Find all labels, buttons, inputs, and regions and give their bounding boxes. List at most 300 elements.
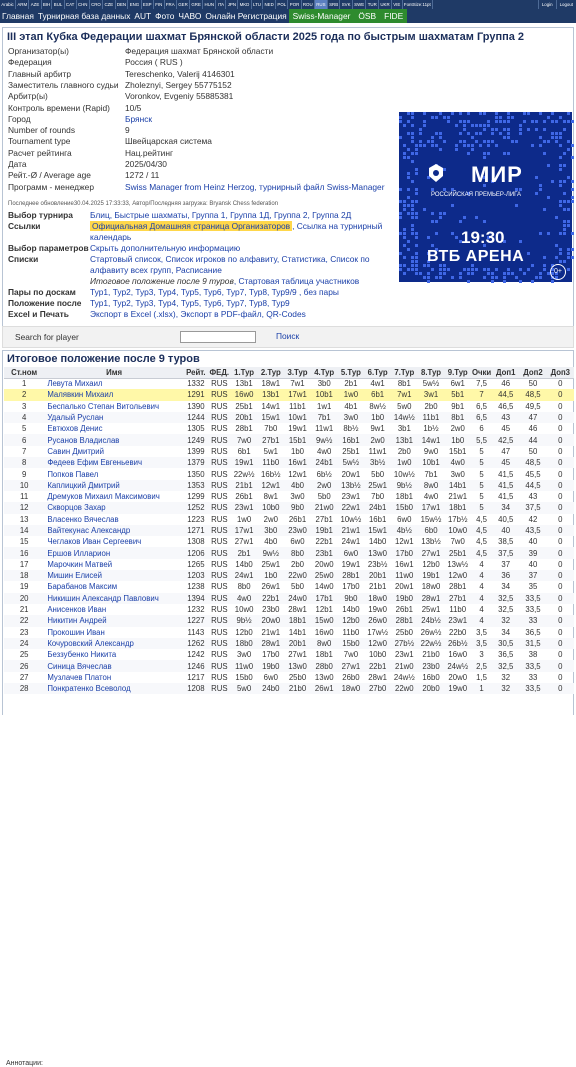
player-name-link[interactable]: Ершов Илларион	[44, 547, 184, 558]
table-cell: 27b1	[315, 514, 333, 524]
table-cell: 9w1	[370, 424, 385, 434]
player-name-link[interactable]: Никишин Александр Павлович	[44, 593, 184, 604]
table-cell: 26	[4, 660, 44, 671]
player-name-link[interactable]: Малявкин Михаил	[44, 389, 184, 400]
logout-link[interactable]: Logout	[556, 0, 576, 9]
table-cell: 20w0	[448, 672, 468, 682]
table-row	[4, 536, 574, 547]
language-link[interactable]: ITA	[216, 0, 226, 9]
hide-info-link[interactable]: Скрыть дополнительную информацию	[90, 243, 241, 253]
language-link[interactable]: GRE	[190, 0, 203, 9]
language-link[interactable]: Arabic	[0, 0, 16, 9]
table-cell: 21b1	[368, 582, 387, 592]
table-cell: 7w0	[343, 650, 359, 660]
table-cell: 26b½	[444, 638, 471, 649]
table-cell: 7	[471, 389, 492, 400]
params-label: Выбор параметров	[8, 243, 89, 253]
table-cell: 0	[547, 434, 574, 445]
table-cell: 30,5	[492, 638, 519, 649]
player-name-link[interactable]: Беспалько Степан Витольевич	[47, 401, 160, 411]
language-link[interactable]: MKD	[238, 0, 251, 9]
table-cell: 1379	[184, 457, 208, 468]
table-cell: 11b0	[342, 627, 360, 637]
table-cell: 8b1	[444, 412, 471, 423]
tournament-info-panel	[2, 27, 574, 338]
table-cell: 12b0	[338, 615, 365, 626]
table-cell: 11b0	[257, 457, 284, 468]
nav-osb[interactable]: ÖSB	[354, 9, 380, 23]
table-cell: 7b1	[311, 412, 338, 423]
table-cell: 0	[558, 605, 563, 615]
nav-item[interactable]: AUT	[134, 11, 152, 21]
language-link[interactable]: BUL	[52, 0, 64, 9]
table-cell: 1	[471, 683, 492, 694]
language-link[interactable]: POL	[276, 0, 288, 9]
table-cell: 26b1	[395, 605, 413, 615]
table-cell: 3b0	[257, 525, 284, 536]
table-cell: 25b1	[444, 547, 471, 558]
language-link[interactable]: CZE	[103, 0, 115, 9]
table-cell: 1390	[187, 401, 205, 411]
player-name-link[interactable]: Беззубенко Никита	[47, 650, 117, 660]
table-cell: 8w0	[418, 480, 445, 491]
table-cell: 10w½	[340, 514, 362, 524]
table-cell: 14w1	[418, 434, 445, 445]
table-cell: 2b1	[231, 547, 258, 558]
table-cell: 8b1	[397, 379, 411, 389]
table-cell: 5b1	[444, 389, 471, 400]
table-cell: 13w0	[314, 672, 334, 682]
player-name-link[interactable]: Русанов Владислав	[44, 434, 184, 445]
table-cell: 15b1	[449, 446, 467, 456]
language-link[interactable]: LTU	[252, 0, 264, 9]
table-row	[4, 593, 574, 604]
table-cell: 11b1	[418, 412, 445, 423]
column-header: 8.Тур	[418, 367, 445, 378]
table-cell: RUS	[208, 570, 231, 581]
table-cell: 21w0	[391, 660, 418, 671]
search-button[interactable]: Поиск	[276, 331, 300, 341]
table-cell: 6,5	[471, 412, 492, 423]
table-cell: 1b0	[257, 570, 284, 581]
language-link[interactable]: DEN	[116, 0, 129, 9]
ad-league: РОССИЙСКАЯ ПРЕМЬЕР-ЛИГА	[431, 192, 522, 198]
column-header: ФЕД.	[209, 367, 230, 377]
table-cell: 18b1	[395, 492, 413, 502]
player-name-link[interactable]: Дремуков Михаил Максимович	[47, 492, 160, 502]
table-cell: 2b0	[397, 446, 411, 456]
nav-item[interactable]: ЧАВО	[178, 11, 202, 21]
player-name-link[interactable]: Скворцов Захар	[44, 502, 184, 513]
table-cell: 50	[528, 446, 538, 456]
table-cell: 25w1	[421, 605, 441, 615]
table-cell: 7b1	[424, 469, 438, 479]
table-cell: 46	[528, 424, 538, 434]
table-cell: 4w0	[423, 492, 439, 502]
player-name-link[interactable]: Понкратенко Всеволод	[44, 683, 184, 694]
table-cell: 5	[479, 469, 484, 479]
table-cell: 31,5	[519, 638, 546, 649]
nav-item[interactable]: Турнирная база данных	[37, 11, 131, 21]
table-cell: 1w0	[391, 457, 418, 468]
table-cell: 24w1	[341, 537, 361, 547]
table-cell: 12b1	[315, 605, 333, 615]
language-link[interactable]: FIN	[154, 0, 165, 9]
advertisement-banner[interactable]	[399, 112, 572, 282]
column-header: Имя	[44, 367, 184, 378]
info-value: Нац.рейтинг	[125, 147, 174, 158]
pairings-links[interactable]: Тур1, Тур2, Тур3, Тур4, Тур5, Тур6, Тур7, Тур8, Тур9/9 , без пары	[90, 287, 339, 297]
table-cell: 44	[519, 434, 546, 445]
player-search-bar	[2, 326, 574, 348]
table-cell: 26b1	[235, 492, 253, 502]
language-link[interactable]: RUS	[315, 0, 328, 9]
table-cell: 8w0	[311, 638, 338, 649]
table-row	[4, 660, 574, 671]
starting-table-link[interactable]: , Стартовая таблица участников	[233, 276, 360, 286]
player-name-link[interactable]: Удалый Руслан	[44, 412, 184, 423]
table-cell: 6b½	[316, 469, 332, 479]
table-cell: 36	[492, 570, 519, 581]
table-cell: 16w0	[231, 389, 258, 400]
table-cell: 10b0	[368, 650, 387, 660]
table-cell: 20b1	[231, 412, 258, 423]
table-cell: 12w1	[257, 480, 284, 491]
info-label: Федерация	[8, 57, 52, 68]
table-cell: 1,5	[476, 672, 488, 682]
table-cell: 25w0	[311, 570, 338, 581]
table-cell: 24w½	[393, 672, 415, 682]
language-link[interactable]: BIH	[42, 0, 53, 9]
language-link[interactable]: ESP	[142, 0, 154, 9]
table-cell: 16w1	[395, 559, 414, 569]
main-nav	[0, 9, 576, 23]
table-cell: 0	[558, 401, 563, 411]
info-value[interactable]: Swiss Manager from Heinz Herzog, турнирный файл Swiss-Manager	[125, 181, 385, 192]
column-header: Доп2	[519, 367, 546, 378]
table-cell: 36,5	[498, 650, 514, 660]
table-cell: 12b0	[422, 559, 440, 569]
table-cell: 33,5	[525, 605, 541, 615]
table-cell: RUS	[211, 379, 228, 389]
select-tournament-links[interactable]: Блиц, Быстрые шахматы, Группа 1, Группа 1Д, Группа 2, Группа 2Д	[90, 210, 352, 220]
table-cell: RUS	[211, 446, 228, 456]
table-row	[4, 401, 574, 412]
table-cell: RUS	[211, 605, 228, 615]
language-link[interactable]: ROU	[302, 0, 315, 9]
table-row	[4, 423, 574, 434]
table-cell: 9w½	[257, 547, 284, 558]
table-cell: 43	[492, 412, 519, 423]
table-cell: 10b1	[418, 457, 445, 468]
table-cell: 41,5	[498, 492, 514, 502]
table-row	[4, 627, 574, 638]
table-cell: 39	[519, 547, 546, 558]
player-name-link[interactable]: Кочуровский Александр	[44, 638, 184, 649]
language-link[interactable]: TUR	[366, 0, 379, 9]
player-name-link[interactable]: Власенко Вячеслав	[47, 514, 119, 524]
table-cell: RUS	[211, 559, 228, 569]
table-cell: 15w½	[420, 514, 442, 524]
table-cell: RUS	[208, 547, 231, 558]
table-cell: 40	[528, 537, 538, 547]
table-cell: RUS	[208, 615, 231, 626]
table-cell: 41,5	[498, 469, 514, 479]
info-value[interactable]: Брянск	[125, 113, 153, 124]
info-label: Расчет рейтинга	[8, 147, 72, 158]
league-logo-icon	[429, 164, 443, 182]
table-cell: 16	[4, 547, 44, 558]
annotations-label: Аннотации:	[6, 1060, 43, 1067]
table-cell: 23	[19, 627, 29, 637]
player-name-link[interactable]: Чеглаков Иван Сергеевич	[47, 537, 142, 547]
table-cell: RUS	[211, 492, 228, 502]
table-cell: 1227	[184, 615, 208, 626]
table-cell: 25	[19, 650, 29, 660]
language-link[interactable]: VIE	[392, 0, 403, 9]
table-cell: 5	[471, 480, 492, 491]
table-cell: 22b1	[364, 660, 391, 671]
table-cell: 20w0	[257, 615, 284, 626]
language-link[interactable]: HUN	[203, 0, 216, 9]
table-cell: 27b0	[364, 683, 391, 694]
table-cell: 41,5	[492, 480, 519, 491]
table-cell: 35	[528, 582, 538, 592]
player-name-link[interactable]: Каплицкий Дмитрий	[44, 480, 184, 491]
table-cell: 4,5	[476, 514, 488, 524]
ad-brand: МИР	[471, 162, 523, 187]
player-name-link[interactable]: Музлачев Платон	[47, 672, 112, 682]
standings-links[interactable]: Тур1, Тур2, Тур3, Тур4, Тур5, Тур6, Тур7, Тур8, Тур9	[90, 298, 290, 308]
organizer-homepage-link[interactable]: Официальная Домашняя страница Организаторов	[92, 221, 291, 231]
table-row	[4, 434, 574, 445]
table-cell: 8w½	[369, 401, 386, 411]
player-name-link[interactable]: Никитин Андрей	[44, 615, 184, 626]
player-name-link[interactable]: Савин Дмитрий	[47, 446, 104, 456]
language-link[interactable]: CAT	[65, 0, 77, 9]
tournament-title: III этап Кубка Федерации шахмат Брянской области 2025 года по быстрым шахматам Группа 2	[7, 31, 525, 43]
language-link[interactable]: ENG	[128, 0, 141, 9]
table-cell: 17w1	[418, 502, 445, 513]
column-header: 3.Тур	[284, 367, 311, 378]
table-cell: 1394	[184, 593, 208, 604]
column-header: Ст.ном	[4, 367, 44, 378]
info-label: Город	[8, 113, 31, 124]
table-cell: 19w1	[231, 457, 258, 468]
table-cell: 33	[528, 672, 538, 682]
language-link[interactable]: JPN	[226, 0, 238, 9]
table-cell: 23b1	[311, 547, 338, 558]
table-cell: 4	[479, 559, 484, 569]
table-cell: 3	[21, 401, 27, 411]
table-cell: 27w1	[234, 537, 254, 547]
table-cell: 14w½	[391, 412, 418, 423]
table-cell: 28b1	[235, 424, 253, 434]
table-cell: 40	[528, 559, 538, 569]
column-header: 2.Тур	[257, 367, 284, 378]
calendar-link[interactable]: , Ссылка на турнирный календарь	[90, 221, 383, 242]
table-cell: 48,5	[519, 457, 546, 468]
table-cell: 1	[21, 379, 27, 389]
table-cell: 19w0	[368, 605, 387, 615]
table-cell: 15b0	[235, 672, 253, 682]
table-cell: 3b½	[364, 457, 391, 468]
player-name-link[interactable]: Вайтекунас Александр	[44, 525, 184, 536]
table-cell: RUS	[211, 672, 228, 682]
table-cell: 46,5	[498, 401, 514, 411]
lists-label: Списки	[8, 254, 39, 264]
table-row	[4, 638, 574, 649]
table-cell: 3b0	[317, 379, 331, 389]
table-cell: 23w1	[231, 502, 258, 513]
player-name-link[interactable]: Левута Михаил	[47, 379, 103, 389]
table-cell: 20w1	[395, 582, 414, 592]
language-link[interactable]: ARM	[16, 0, 29, 9]
table-cell: 32,5	[492, 660, 519, 671]
nav-fide[interactable]: FIDE	[380, 9, 407, 23]
table-cell: 12w1	[288, 469, 307, 479]
table-cell: 13b1	[257, 389, 284, 400]
table-cell: 9b½	[231, 615, 258, 626]
nav-item[interactable]: Фото	[155, 11, 175, 21]
table-cell: 11w0	[231, 660, 258, 671]
table-cell: 14b1	[288, 627, 307, 637]
table-cell: 37,5	[519, 502, 546, 513]
language-link[interactable]: NED	[263, 0, 276, 9]
player-name-link[interactable]: Попков Павел	[47, 469, 99, 479]
table-cell: 7w0	[450, 537, 465, 547]
table-cell: 34	[501, 582, 511, 592]
player-name-link[interactable]: Марочкин Матвей	[47, 559, 113, 569]
table-cell: 23w1	[395, 650, 414, 660]
lists-links[interactable]: Стартовый список, Список игроков по алфавиту, Статистика, Список по алфавиту всех групп, Расписание	[90, 254, 370, 275]
language-link[interactable]: SWE	[353, 0, 367, 9]
table-cell: 42,5	[492, 434, 519, 445]
table-cell: 6b0	[418, 525, 445, 536]
table-cell: 8b0	[284, 547, 311, 558]
table-cell: 10	[4, 480, 44, 491]
table-cell: 3w0	[236, 650, 252, 660]
table-cell: 14b0	[368, 537, 387, 547]
player-name-link[interactable]: Мишин Елисей	[44, 570, 184, 581]
info-label: Заместитель главного судьи	[8, 79, 119, 90]
table-cell: 2b0	[291, 559, 305, 569]
search-input[interactable]	[180, 331, 256, 343]
table-cell: 44,5	[492, 389, 519, 400]
table-cell: 8b½	[343, 424, 359, 434]
info-label: Арбитр(ы)	[8, 91, 48, 102]
table-cell: 34	[492, 502, 519, 513]
table-cell: 6b1	[364, 389, 391, 400]
table-cell: 19b1	[418, 570, 445, 581]
table-cell: 19b1	[311, 525, 338, 536]
table-cell: 43,5	[519, 525, 546, 536]
login-link[interactable]: Login	[538, 0, 556, 9]
table-cell: 24b½	[418, 615, 445, 626]
player-name-link[interactable]: Федеев Ефим Евгеньевич	[44, 457, 184, 468]
language-link[interactable]: FontSize:11pt	[403, 0, 433, 9]
language-link[interactable]: CRO	[90, 0, 103, 9]
language-link[interactable]: POR	[288, 0, 301, 9]
table-cell: 26w½	[420, 627, 442, 637]
table-cell: 4,5	[476, 537, 488, 547]
column-header: 5.Тур	[338, 367, 365, 378]
player-name-link[interactable]: Барабанов Максим	[47, 582, 118, 592]
table-cell: 13w½	[447, 559, 469, 569]
language-link[interactable]: SVK	[340, 0, 352, 9]
table-cell: 13b½	[421, 537, 441, 547]
table-cell: 47	[519, 412, 546, 423]
export-links[interactable]: Экспорт в Excel (.xlsx), Экспорт в PDF-файл, QR-Codes	[90, 309, 306, 319]
player-name-link[interactable]: Евтюхов Денис	[47, 424, 103, 434]
table-cell: 22	[4, 615, 44, 626]
table-cell: 16w0	[314, 627, 334, 637]
table-cell: 1b0	[444, 434, 471, 445]
table-header	[4, 367, 574, 378]
table-cell: 0	[558, 469, 563, 479]
info-value: 2025/04/30	[125, 159, 167, 169]
table-cell: 40	[492, 525, 519, 536]
table-cell: 15b1	[284, 434, 311, 445]
language-link[interactable]: UKR	[379, 0, 392, 9]
final-standing-current: Итоговое положение после 9 туров	[90, 276, 234, 286]
table-cell: RUS	[208, 525, 231, 536]
table-cell: 32	[492, 615, 519, 626]
table-cell: 5w½	[422, 379, 440, 389]
table-cell: 10w½	[393, 469, 415, 479]
table-row	[4, 525, 574, 536]
column-header: 9.Тур	[444, 367, 471, 378]
table-cell: 12b0	[235, 627, 253, 637]
player-name-link[interactable]: Прокошин Иван	[47, 627, 105, 637]
table-cell: 0	[558, 559, 563, 569]
player-name-link[interactable]: Анисенков Иван	[47, 605, 107, 615]
nav-item[interactable]: Онлайн Регистрация	[205, 11, 287, 21]
language-link[interactable]: FRA	[165, 0, 177, 9]
language-link[interactable]: CHN	[77, 0, 90, 9]
language-link[interactable]: GER	[177, 0, 190, 9]
table-cell: 21w1	[448, 492, 468, 502]
table-cell: 24	[4, 638, 44, 649]
table-cell: RUS	[208, 412, 231, 423]
table-cell: 0	[547, 525, 574, 536]
info-value: 9	[125, 125, 130, 136]
table-cell: 9w0	[423, 446, 439, 456]
ad-time: 19:30	[461, 228, 505, 247]
table-cell: 0	[558, 537, 563, 547]
column-header: Доп1	[492, 367, 519, 378]
table-cell: 13b½	[338, 480, 365, 491]
table-cell: 17b0	[391, 547, 418, 558]
table-cell: 22w½	[418, 638, 445, 649]
table-cell: 4	[479, 582, 484, 592]
language-link[interactable]: AZE	[29, 0, 41, 9]
nav-item[interactable]: Главная	[2, 11, 34, 21]
table-cell: 18b1	[444, 502, 471, 513]
player-name-link[interactable]: Синица Вячеслав	[44, 660, 184, 671]
column-header: 4.Тур	[311, 367, 338, 378]
table-cell: 9	[21, 469, 27, 479]
table-cell: 18	[4, 570, 44, 581]
table-cell: 20	[4, 593, 44, 604]
table-cell: 3w0	[450, 469, 465, 479]
language-link[interactable]: SRB	[328, 0, 341, 9]
table-cell: 4,5	[471, 525, 492, 536]
nav-swiss-manager[interactable]: Swiss-Manager	[289, 9, 355, 23]
table-cell: 0	[547, 389, 574, 400]
table-cell: 16b½	[261, 469, 281, 479]
table-cell: 28w1	[288, 605, 307, 615]
